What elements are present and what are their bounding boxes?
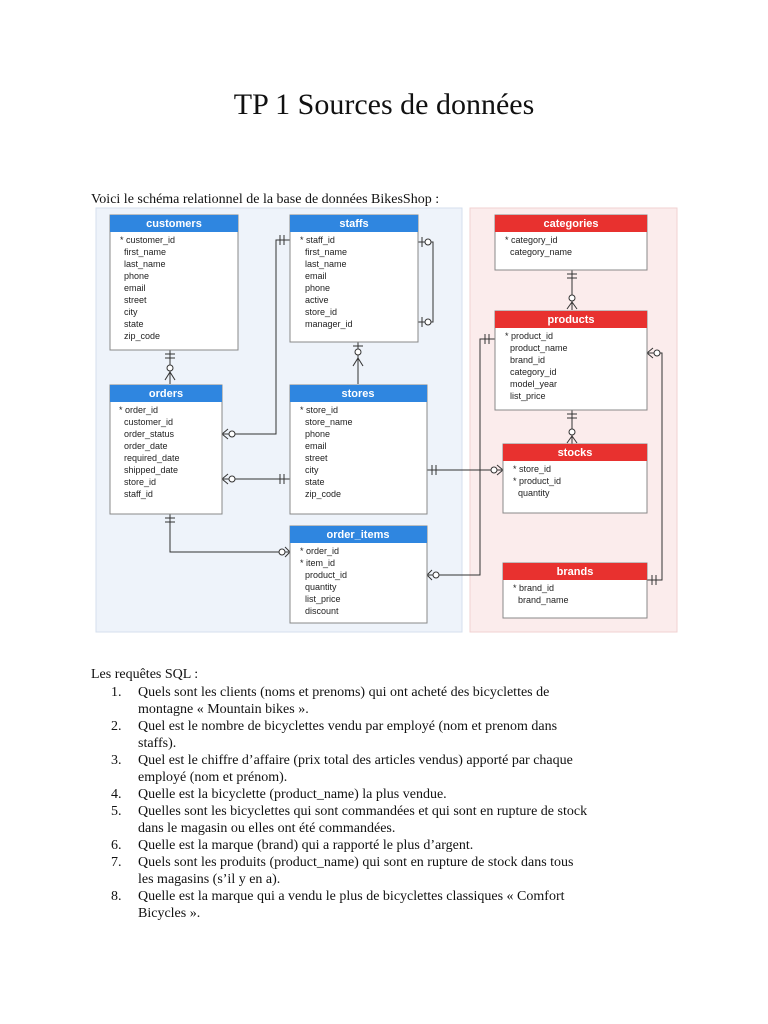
query-text: les magasins (s’il y en a). [138, 872, 281, 887]
query-text: dans le magasin ou elles ont été commandées. [138, 821, 396, 836]
list-item [91, 752, 691, 786]
field: order_date [124, 441, 168, 451]
field: street [305, 453, 328, 463]
field: phone [305, 283, 331, 293]
table-brands [503, 563, 647, 618]
table-brands-title: brands [556, 566, 594, 578]
field: list_price [305, 594, 341, 604]
table-stores [290, 385, 427, 514]
query-text: Bicycles ». [138, 906, 201, 921]
table-stocks-title: stocks [557, 447, 593, 459]
field: store_name [305, 417, 353, 427]
field: quantity [518, 488, 550, 498]
field: city [305, 465, 319, 475]
requests-title: Les requêtes SQL : [91, 667, 199, 682]
field: * customer_id [120, 235, 176, 245]
list-number: 8. [111, 889, 122, 904]
field: zip_code [124, 331, 161, 341]
table-categories-title: categories [543, 218, 599, 230]
field: * staff_id [300, 235, 335, 245]
field: order_status [124, 429, 175, 439]
field: store_id [124, 477, 157, 487]
query-list [91, 684, 691, 922]
list-item [91, 803, 691, 837]
query-text: staffs). [138, 736, 177, 751]
table-order-items-title: order_items [326, 529, 390, 541]
field: * brand_id [513, 583, 555, 593]
field: * order_id [300, 546, 340, 556]
field: street [124, 295, 147, 305]
list-number: 5. [111, 804, 122, 819]
field: brand_name [518, 595, 569, 605]
field: email [305, 271, 327, 281]
table-products-title: products [547, 314, 595, 326]
field: first_name [124, 247, 167, 257]
table-staffs [290, 215, 418, 342]
query-text: Quelles sont les bicyclettes qui sont commandées et qui sont en rupture de stock [138, 804, 588, 819]
list-number: 2. [111, 719, 122, 734]
field: first_name [305, 247, 348, 257]
query-text: Quel est le nombre de bicyclettes vendu par employé (nom et prenom dans [138, 719, 558, 734]
field: shipped_date [124, 465, 179, 475]
query-text: Quelle est la bicyclette (product_name) la plus vendue. [138, 787, 447, 802]
field: last_name [305, 259, 347, 269]
query-text: Quelle est la marque qui a vendu le plus de bicyclettes classiques « Comfort [138, 889, 565, 904]
field: store_id [305, 307, 338, 317]
table-stocks [503, 444, 647, 513]
field: phone [124, 271, 150, 281]
field: brand_id [510, 355, 546, 365]
field: state [305, 477, 325, 487]
field: discount [305, 606, 339, 616]
query-text: montagne « Mountain bikes ». [138, 702, 309, 717]
page-title: TP 1 Sources de données [233, 88, 535, 121]
table-orders [110, 385, 222, 514]
table-products [495, 311, 647, 410]
list-item [91, 786, 691, 803]
field: required_date [124, 453, 180, 463]
field: last_name [124, 259, 166, 269]
field: state [124, 319, 144, 329]
list-number: 1. [111, 685, 122, 700]
field: city [124, 307, 138, 317]
query-text: Quels sont les clients (noms et prenoms) qui ont acheté des bicyclettes de [138, 685, 550, 700]
intro-text: Voici le schéma relationnel de la base de données BikesShop : [91, 192, 440, 207]
list-number: 7. [111, 855, 122, 870]
table-customers [110, 215, 238, 350]
field: * item_id [300, 558, 336, 568]
field: product_name [510, 343, 568, 353]
field: email [305, 441, 327, 451]
field: * order_id [119, 405, 159, 415]
query-text: Quel est le chiffre d’affaire (prix total des articles vendus) apporté par chaque [138, 753, 573, 768]
list-item [91, 718, 691, 752]
list-number: 4. [111, 787, 122, 802]
field: * store_id [513, 464, 552, 474]
list-number: 6. [111, 838, 122, 853]
list-item [91, 888, 691, 922]
table-customers-title: customers [146, 218, 202, 230]
field: category_name [510, 247, 573, 257]
query-text: Quelle est la marque (brand) qui a rapporté le plus d’argent. [138, 838, 474, 853]
field: active [305, 295, 329, 305]
field: customer_id [124, 417, 174, 427]
field: email [124, 283, 146, 293]
field: list_price [510, 391, 546, 401]
field: * product_id [505, 331, 554, 341]
field: * category_id [505, 235, 558, 245]
query-text: Quels sont les produits (product_name) qui sont en rupture de stock dans tous [138, 855, 574, 870]
list-number: 3. [111, 753, 122, 768]
field: manager_id [305, 319, 353, 329]
list-item [91, 684, 691, 718]
table-order-items [290, 526, 427, 623]
table-stores-title: stores [341, 388, 375, 400]
field: model_year [510, 379, 558, 389]
field: product_id [305, 570, 348, 580]
field: * store_id [300, 405, 339, 415]
list-item [91, 854, 691, 888]
field: zip_code [305, 489, 342, 499]
field: phone [305, 429, 331, 439]
table-categories [495, 215, 647, 270]
field: quantity [305, 582, 337, 592]
table-staffs-title: staffs [339, 218, 369, 230]
field: category_id [510, 367, 557, 377]
field: * product_id [513, 476, 562, 486]
table-orders-title: orders [148, 388, 184, 400]
field: staff_id [124, 489, 153, 499]
query-text: employé (nom et prénom). [138, 770, 288, 785]
list-item [91, 837, 691, 854]
